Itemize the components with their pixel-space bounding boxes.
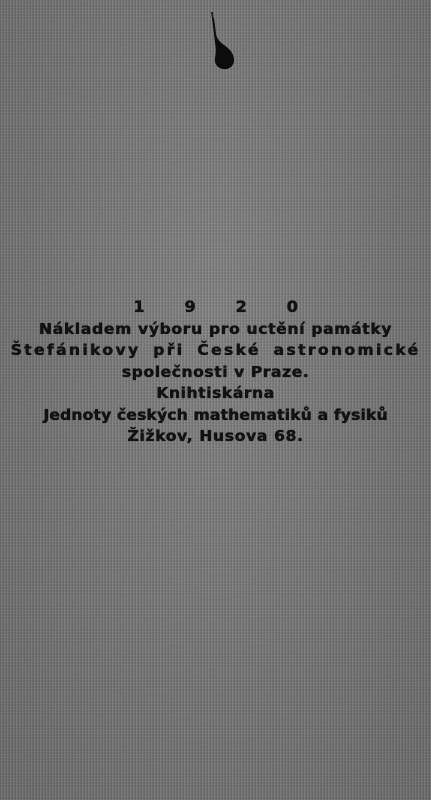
publisher-line-3: společnosti v Praze.	[121, 362, 310, 381]
ink-blot-icon	[203, 12, 243, 72]
publisher-line-2: Štefánikovy při České astronomické	[10, 341, 421, 359]
printer-name: Knihtiskárna	[156, 384, 275, 402]
publisher-line-1: Nákladem výboru pro uctění památky	[38, 319, 393, 338]
printer-address: Žižkov, Husova 68.	[127, 427, 304, 445]
printer-line-2: Jednoty českých mathematiků a fysiků	[43, 405, 388, 424]
imprint-block	[0, 296, 431, 448]
publication-year: 1920	[133, 297, 338, 316]
